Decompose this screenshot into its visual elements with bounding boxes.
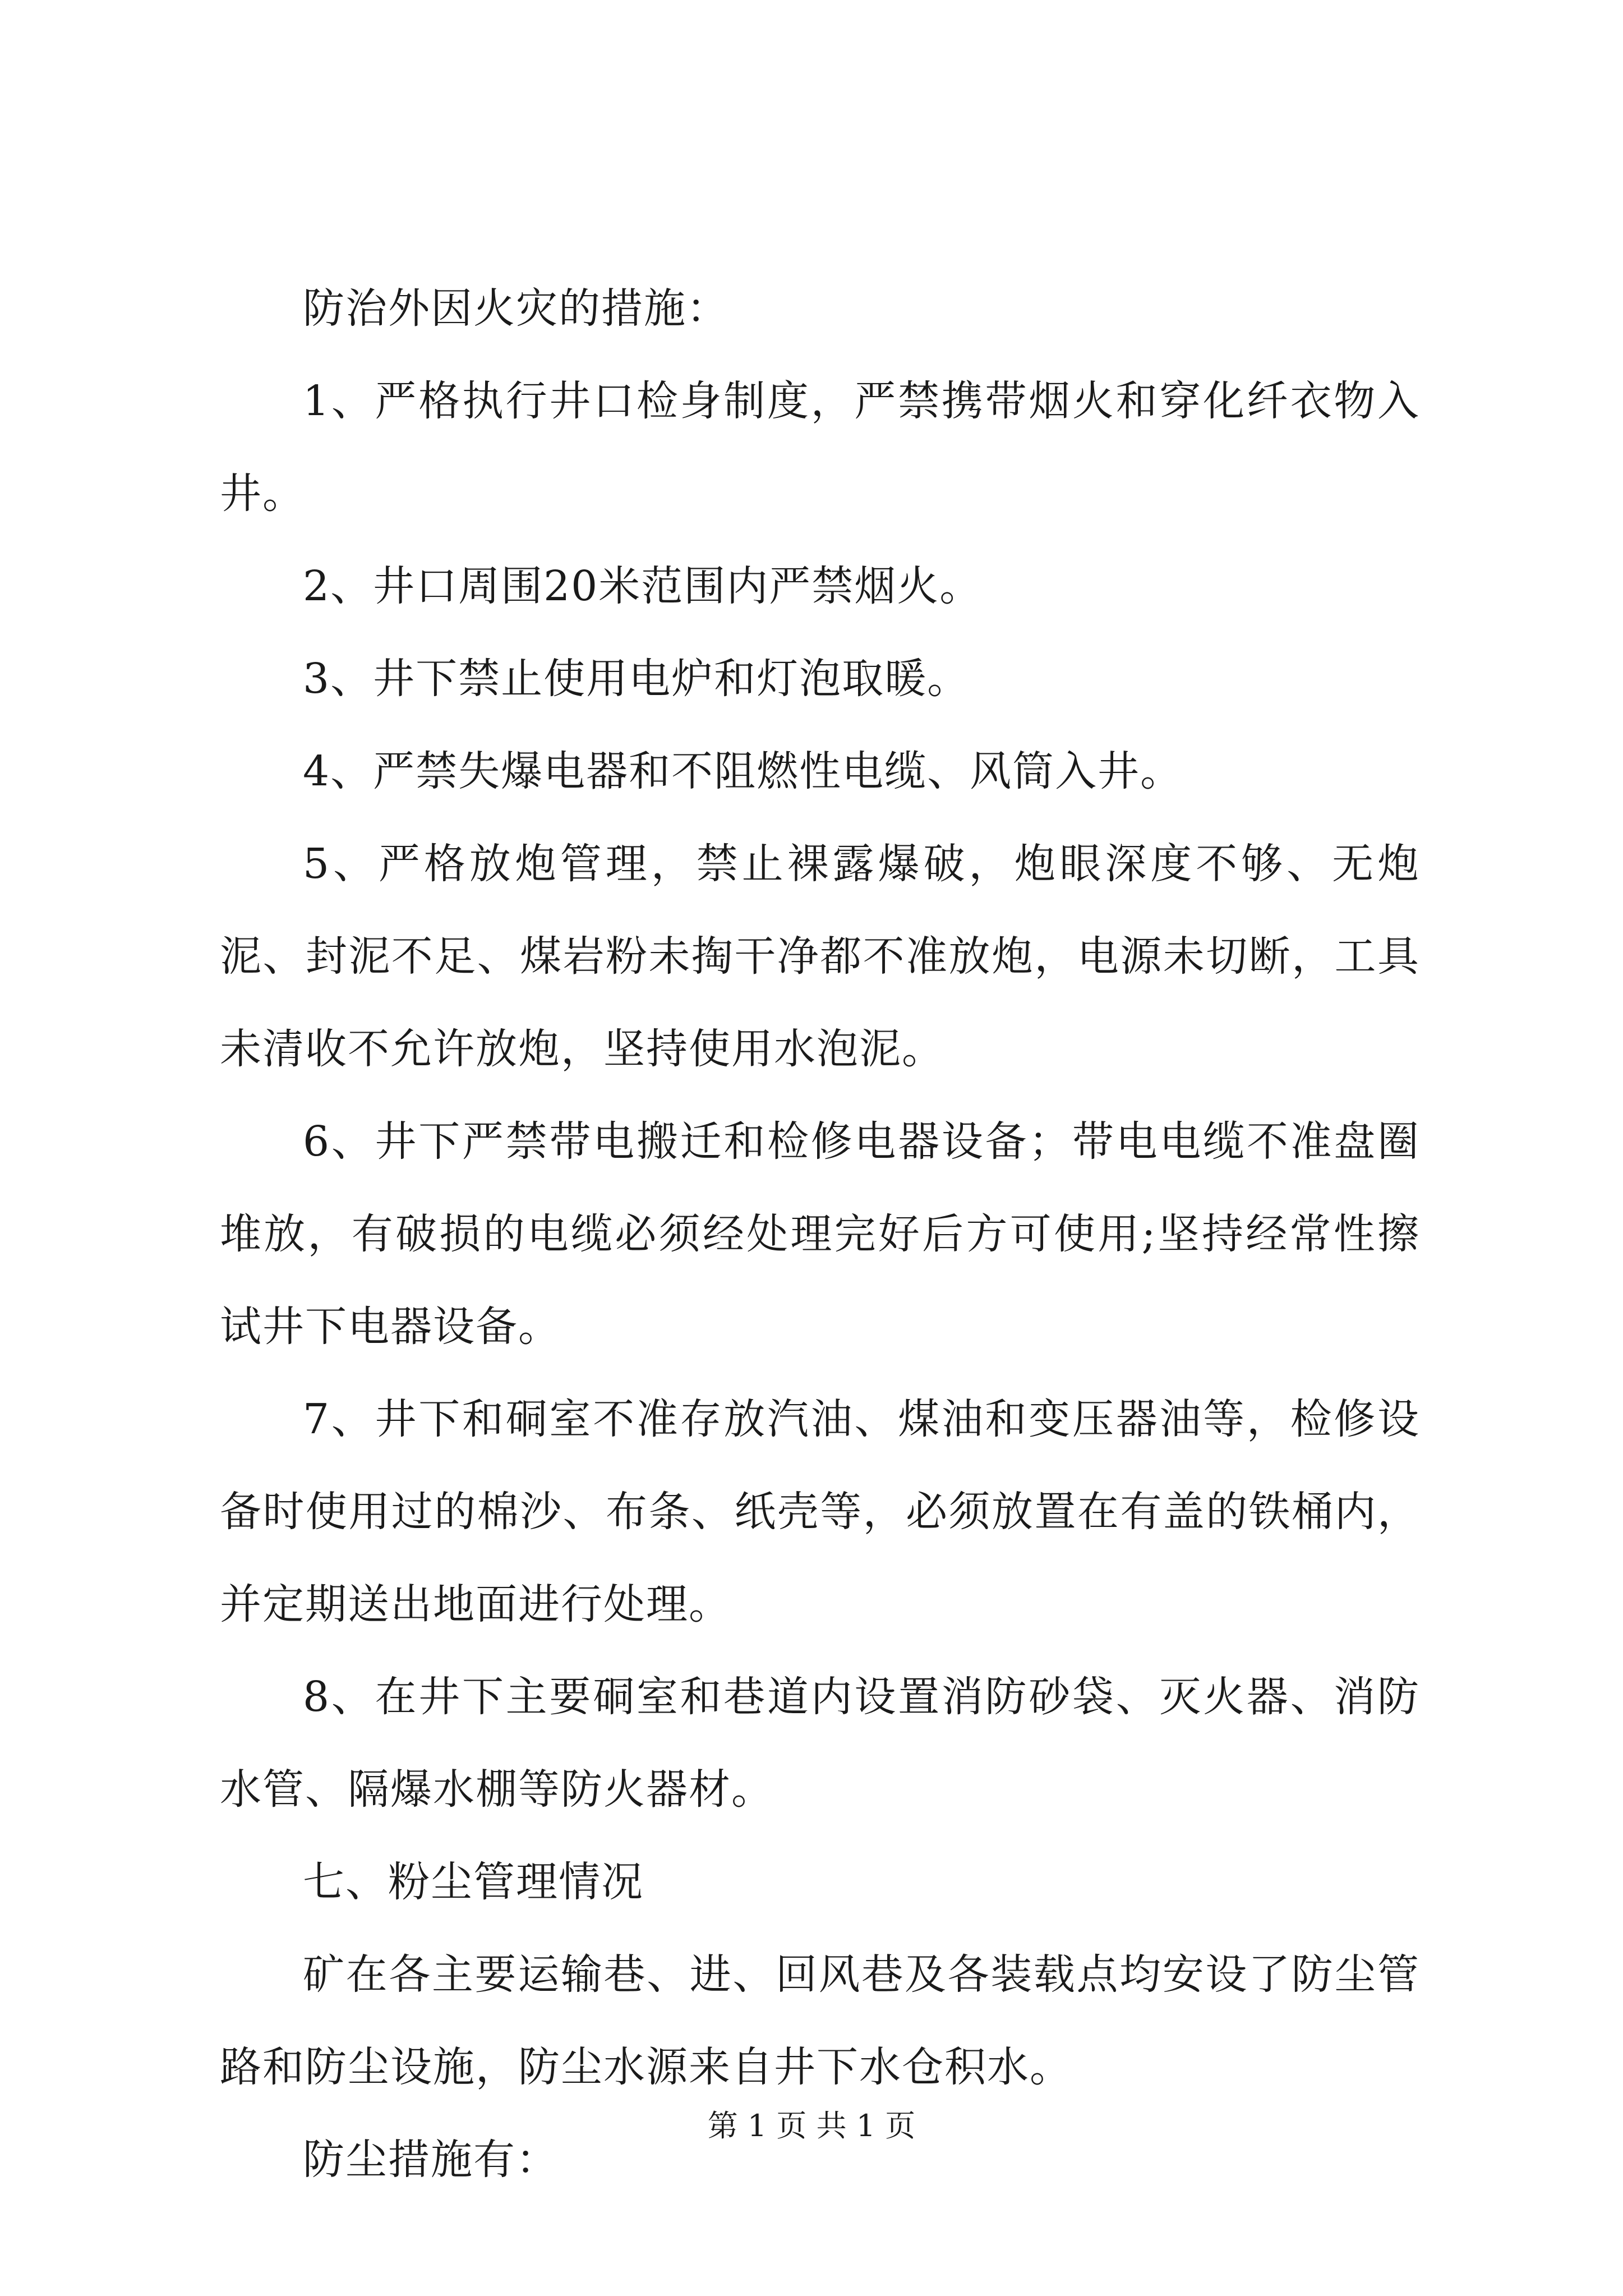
paragraph-item-7: 7、井下和硐室不准存放汽油、煤油和变压器油等，检修设备时使用过的棉沙、布条、纸壳等，必须放置在有盖的铁桶内，并定期送出地面进行处理。 — [220, 1395, 1420, 1628]
paragraph-heading-external-fire: 防治外因火灾的措施： — [303, 284, 729, 333]
paragraph-item-2: 2、井口周围20米范围内严禁烟火。 — [303, 562, 983, 610]
paragraph-item-3: 3、井下禁止使用电炉和灯泡取暖。 — [303, 655, 970, 703]
page-footer: 第 1 页 共 1 页 — [707, 2108, 916, 2143]
paragraph-item-8: 8、在井下主要硐室和巷道内设置消防砂袋、灭火器、消防水管、隔爆水棚等防火器材。 — [220, 1673, 1420, 1814]
paragraph-item-1: 1、严格执行井口检身制度，严禁携带烟火和穿化纤衣物入井。 — [220, 377, 1420, 518]
paragraph-item-5: 5、严格放炮管理，禁止裸露爆破，炮眼深度不够、无炮泥、封泥不足、煤岩粉未掏干净都不准放炮，电源未切断，工具未清收不允许放炮，坚持使用水泡泥。 — [220, 840, 1420, 1073]
paragraph-item-4: 4、严禁失爆电器和不阻燃性电缆、风筒入井。 — [303, 747, 1183, 795]
paragraph-item-6: 6、井下严禁带电搬迁和检修电器设备；带电电缆不准盘圈堆放，有破损的电缆必须经处理完好后方可使用;坚持经常性擦试井下电器设备。 — [220, 1117, 1420, 1351]
paragraph-dust-measures-heading: 防尘措施有： — [303, 2136, 559, 2184]
document-body — [220, 263, 1420, 2206]
paragraph-dust-overview: 矿在各主要运输巷、进、回风巷及各装载点均安设了防尘管路和防尘设施，防尘水源来自井下水仓积水。 — [220, 1950, 1420, 2091]
section-heading-dust: 七、粉尘管理情况 — [303, 1858, 644, 1906]
